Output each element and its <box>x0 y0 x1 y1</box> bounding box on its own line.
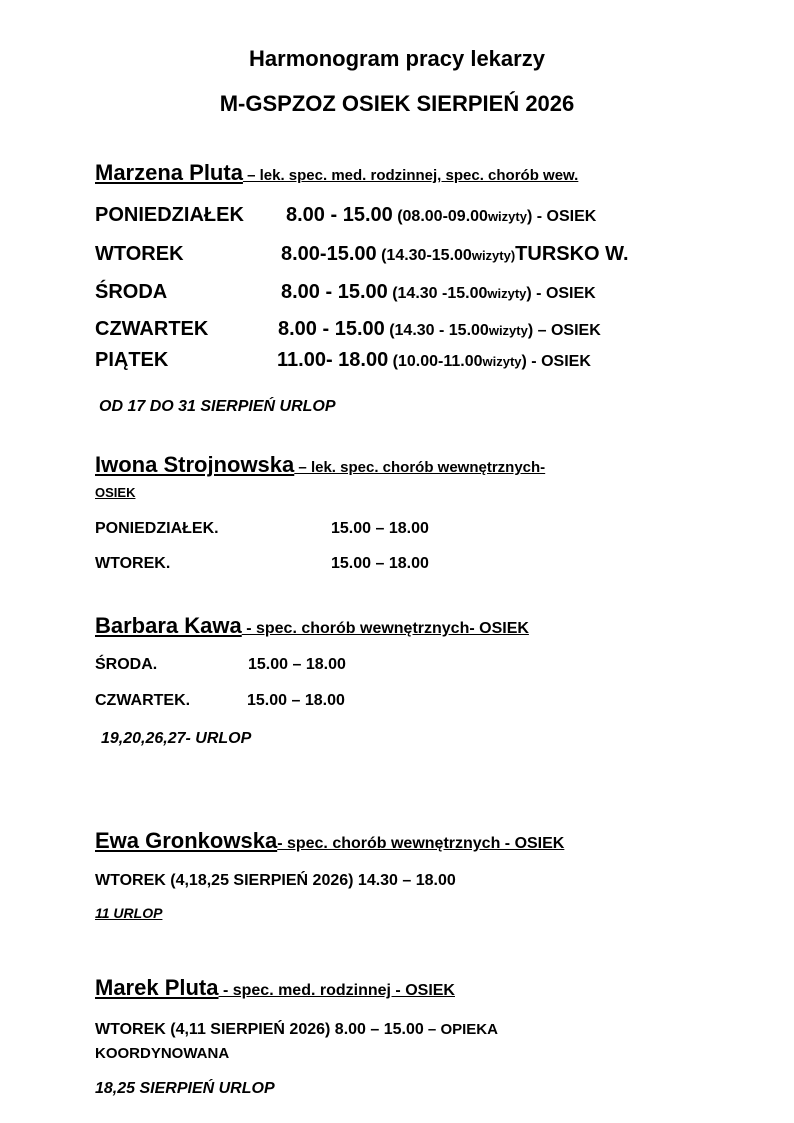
schedule-hours: 15.00 – 18.00 <box>248 656 346 673</box>
schedule-visits-time: (14.30-15.00 <box>376 247 472 264</box>
schedule-location: TURSKO W. <box>515 243 629 265</box>
schedule-line: WTOREK (4,18,25 SIERPIEŃ 2026) 14.30 – 18.00 <box>95 872 456 889</box>
schedule-day: ŚRODA. <box>95 656 158 673</box>
schedule-visits-label: wizyty <box>487 286 527 301</box>
doctor-name: Barbara Kawa <box>95 613 242 638</box>
schedule-visits-time: (10.00-11.00 <box>388 353 483 370</box>
doctor-header-ewa-gronkowska <box>95 828 564 854</box>
schedule-day: PONIEDZIAŁEK. <box>95 520 219 537</box>
schedule-hours-row <box>278 318 601 341</box>
schedule-line <box>95 1021 498 1039</box>
schedule-visits-time: (14.30 -15.00 <box>387 285 488 302</box>
schedule-hours: 8.00 - 15.00 <box>278 318 385 340</box>
doctor-header-barbara-kawa <box>95 613 529 639</box>
vacation-note: 19,20,26,27- URLOP <box>101 730 252 747</box>
schedule-visits-label: wizyty <box>482 354 522 369</box>
schedule-hours: 8.00-15.00 <box>281 243 377 265</box>
schedule-day: PIĄTEK <box>95 349 169 371</box>
schedule-day: CZWARTEK. <box>95 692 191 709</box>
schedule-location: ) - OSIEK <box>526 208 597 225</box>
doctor-header-iwona-strojnowska <box>95 452 545 478</box>
schedule-line-continued: KOORDYNOWANA <box>95 1045 230 1062</box>
schedule-location: ) - OSIEK <box>526 285 596 302</box>
doctor-specialization: – lek. spec. chorób wewnętrznych- <box>294 459 546 476</box>
page-title: Harmonogram pracy lekarzy <box>249 46 545 71</box>
doctor-specialization: – lek. spec. med. rodzinnej, spec. chorób wew. <box>242 167 579 184</box>
doctor-specialization: - spec. chorób wewnętrznych- OSIEK <box>241 620 529 637</box>
page-subtitle: M-GSPZOZ OSIEK SIERPIEŃ 2026 <box>219 91 575 116</box>
schedule-day: WTOREK. <box>95 555 171 572</box>
schedule-hours: 15.00 – 18.00 <box>331 555 429 572</box>
doctor-name: Iwona Strojnowska <box>95 452 295 477</box>
schedule-location: ) - OSIEK <box>521 353 591 370</box>
doctor-header-marzena-pluta <box>95 160 578 186</box>
schedule-hours: 8.00 - 15.00 <box>281 281 388 303</box>
doctor-specialization: - spec. med. rodzinnej - OSIEK <box>218 982 455 999</box>
schedule-visits-time: (14.30 - 15.00 <box>384 322 489 339</box>
schedule-location: ) – OSIEK <box>527 322 601 339</box>
schedule-hours: 15.00 – 18.00 <box>331 520 429 537</box>
vacation-note: 11 URLOP <box>95 905 163 921</box>
doctor-name: Marek Pluta <box>95 975 219 1000</box>
schedule-day: CZWARTEK <box>95 318 209 340</box>
schedule-visits-label: wizyty <box>488 323 528 338</box>
doctor-name: Marzena Pluta <box>95 160 243 185</box>
schedule-visits-label: wizyty <box>487 209 527 224</box>
schedule-day: ŚRODA <box>95 281 168 303</box>
schedule-day: PONIEDZIAŁEK <box>95 204 244 226</box>
schedule-hours: 11.00- 18.00 <box>277 349 389 371</box>
doctor-name: Ewa Gronkowska <box>95 828 278 853</box>
schedule-hours: 15.00 – 18.00 <box>247 692 345 709</box>
schedule-line-main: WTOREK (4,11 SIERPIEŃ 2026) 8.00 – 15.00 <box>95 1021 424 1038</box>
schedule-hours-row <box>277 349 591 372</box>
schedule-day: WTOREK <box>95 243 184 265</box>
schedule-hours-row <box>286 204 596 227</box>
schedule-visits-label: wizyty) <box>471 248 516 263</box>
vacation-note: OD 17 DO 31 SIERPIEŃ URLOP <box>99 398 336 415</box>
schedule-hours-row <box>281 243 629 266</box>
doctor-specialization: - spec. chorób wewnętrznych - OSIEK <box>277 835 565 852</box>
doctor-header-marek-pluta <box>95 975 455 1001</box>
vacation-note: 18,25 SIERPIEŃ URLOP <box>95 1080 275 1097</box>
schedule-hours-row <box>281 281 596 304</box>
schedule-visits-time: (08.00-09.00 <box>392 208 488 225</box>
doctor-location: OSIEK <box>95 485 136 500</box>
schedule-line-extra: – OPIEKA <box>423 1021 498 1038</box>
schedule-hours: 8.00 - 15.00 <box>286 204 393 226</box>
